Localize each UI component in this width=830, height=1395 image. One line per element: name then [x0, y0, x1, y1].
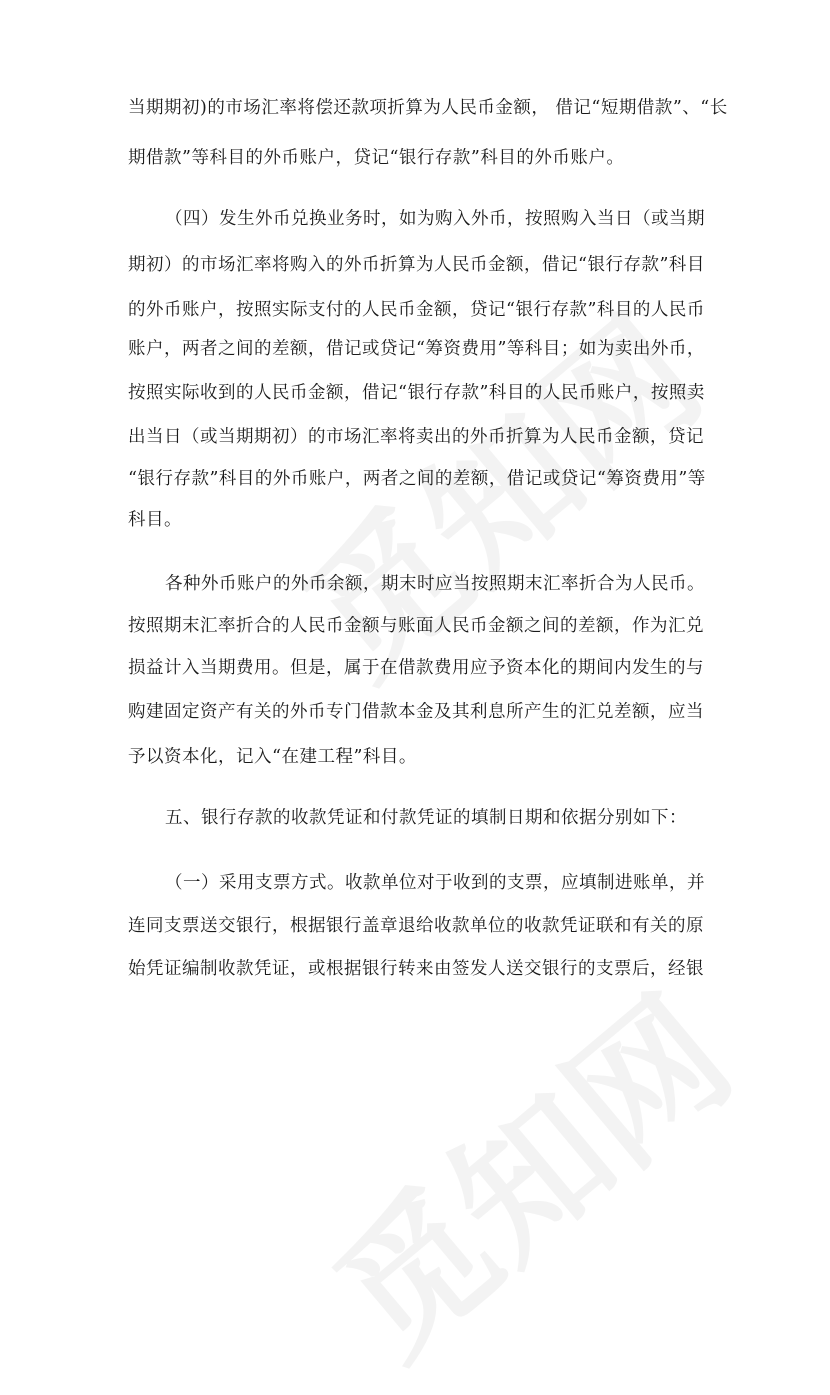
- text-line: 出当日（或当期期初）的市场汇率将卖出的外币折算为人民币金额，贷记: [128, 427, 704, 447]
- watermark: [283, 941, 767, 1395]
- text-line: 连同支票送交银行，根据银行盖章退给收款单位的收款凭证联和有关的原: [128, 916, 704, 936]
- text-line: 购建固定资产有关的外币专门借款本金及其利息所产生的汇兑差额，应当: [128, 702, 704, 722]
- text-line: 期借款”等科目的外币账户，贷记“银行存款”科目的外币账户。: [128, 148, 625, 168]
- text-line: 的外币账户，按照实际支付的人民币金额，贷记“银行存款”科目的人民币: [128, 300, 705, 320]
- text-line: 账户，两者之间的差额，借记或贷记“筹资费用”等科目；如为卖出外币，: [128, 339, 705, 359]
- section-heading: 五、银行存款的收款凭证和付款凭证的填制日期和依据分别如下：: [165, 808, 687, 828]
- text-line: 予以资本化，记入“在建工程”科目。: [128, 747, 417, 767]
- text-line: 按照期末汇率折合的人民币金额与账面人民币金额之间的差额，作为汇兑: [128, 616, 704, 636]
- text-line: （四）发生外币兑换业务时，如为购入外币，按照购入当日（或当期: [165, 209, 705, 229]
- text-line: “银行存款”科目的外币账户，两者之间的差额，借记或贷记“筹资费用”等: [128, 469, 706, 489]
- text-line: 按照实际收到的人民币金额，借记“银行存款”科目的人民币账户，按照卖: [128, 383, 705, 403]
- text-line: 期初）的市场汇率将购入的外币折算为人民币金额，借记“银行存款”科目: [128, 255, 705, 275]
- text-line: 始凭证编制收款凭证，或根据银行转来由签发人送交银行的支票后，经银: [128, 959, 704, 979]
- text-line: 损益计入当期费用。但是，属于在借款费用应予资本化的期间内发生的与: [128, 658, 704, 678]
- text-line: （一）采用支票方式。收款单位对于收到的支票，应填制进账单，并: [165, 873, 705, 893]
- text-line: 各种外币账户的外币余额，期末时应当按照期末汇率折合为人民币。: [165, 574, 705, 594]
- text-line: 科目。: [128, 510, 182, 530]
- text-line: 当期期初)的市场汇率将偿还款项折算为人民币金额， 借记“短期借款”、“长: [128, 98, 728, 118]
